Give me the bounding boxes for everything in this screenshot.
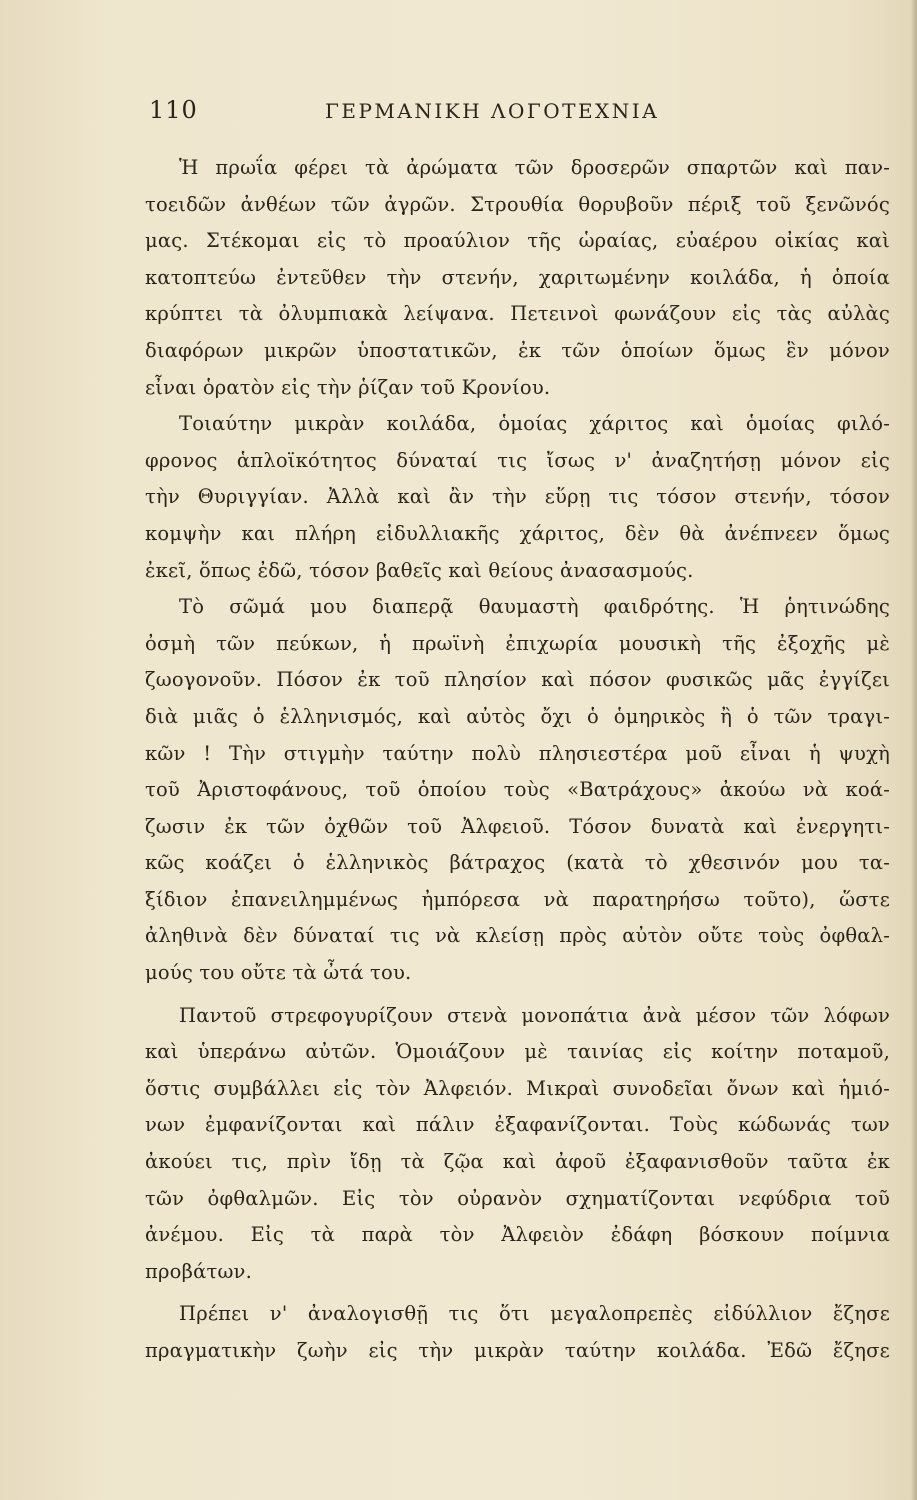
text-line: Τοιαύτην μικρὰν κοιλάδα, ὁμοίας χάριτος καὶ ὁμοίας φιλό- <box>179 412 890 436</box>
page-edge-shadow <box>911 0 917 1500</box>
text-line: κρύπτει τὰ ὀλυμπιακὰ λείψανα. Πετεινοὶ φωνάζουν εἰς τὰς αὐλὰς <box>145 302 890 326</box>
text-line: φρονος ἁπλοϊκότητος δύναταί τις ἴσως ν' ἀναζητήσῃ μόνον εἰς <box>145 448 890 472</box>
text-line: Πρέπει ν' ἀναλογισθῇ τις ὅτι μεγαλοπρεπὲς εἰδύλλιον ἔζησε <box>179 1302 890 1326</box>
text-line: πραγματικὴν ζωὴν εἰς τὴν μικρὰν ταύτην κοιλάδα. Ἐδῶ ἔζησε <box>145 1339 890 1362</box>
text-line: τῶν ὀφθαλμῶν. Εἰς τὸν οὐρανὸν σχηματίζονται νεφύδρια τοῦ <box>145 1186 890 1210</box>
text-line: κομψὴν και πλήρη εἰδυλλιακῆς χάριτος, δὲν θὰ ἀνέπνεεν ὅμως <box>145 521 890 545</box>
running-title: ΓΕΡΜΑΝΙΚΗ ΛΟΓΟΤΕΧΝΙΑ <box>325 99 660 123</box>
text-line: καὶ ὑπεράνω αὐτῶν. Ὁμοιάζουν μὲ ταινίας εἰς κοίτην ποταμοῦ, <box>145 1040 890 1064</box>
page-header <box>145 96 890 132</box>
text-line: κῶν ! Τὴν στιγμὴν ταύτην πολὺ πλησιεστέρα μοῦ εἶναι ἡ ψυχὴ <box>145 741 890 765</box>
text-line: Ἡ πρωΐα φέρει τὰ ἀρώματα τῶν δροσερῶν σπαρτῶν καὶ παν- <box>179 156 890 179</box>
body-text <box>145 150 890 1370</box>
text-line: τοῦ Ἀριστοφάνους, τοῦ ὁποίου τοὺς «Βατράχους» ἀκούω νὰ κοά- <box>145 778 890 802</box>
text-line: Τὸ σῶμά μου διαπερᾷ θαυμαστὴ φαιδρότης. Ἡ ῥητινώδης <box>179 595 890 619</box>
text-line: τὴν Θυριγγίαν. Ἀλλὰ καὶ ἂν τὴν εὕρῃ τις τόσον στενήν, τόσον <box>145 485 890 509</box>
text-line: κῶς κοάζει ὁ ἑλληνικὸς βάτραχος (κατὰ τὸ χθεσινόν μου τα- <box>145 851 890 875</box>
text-line: ἀνέμου. Εἰς τὰ παρὰ τὸν Ἀλφειὸν ἐδάφη βόσκουν ποίμνια <box>145 1223 890 1247</box>
text-line: προβάτων. <box>145 1259 253 1283</box>
text-line: ζωσιν ἐκ τῶν ὀχθῶν τοῦ Ἀλφειοῦ. Τόσον δυνατὰ καὶ ἐνεργητι- <box>145 814 890 838</box>
text-line: ὀσμὴ τῶν πεύκων, ἡ πρωϊνὴ ἐπιχωρία μουσικὴ τῆς ἐξοχῆς μὲ <box>145 631 890 655</box>
text-line: ζωογονοῦν. Πόσον ἐκ τοῦ πλησίον καὶ πόσον φυσικῶς μᾶς ἐγγίζει <box>145 668 890 692</box>
text-line: κατοπτεύω ἐντεῦθεν τὴν στενήν, χαριτωμένην κοιλάδα, ἡ ὁποία <box>145 265 890 289</box>
text-line: ἐκεῖ, ὅπως ἐδῶ, τόσον βαθεῖς καὶ θείους ἀνασασμούς. <box>145 558 694 582</box>
text-line: ἀληθινὰ δὲν δύναταί τις νὰ κλείσῃ πρὸς αὐτὸν οὔτε τοὺς ὀφθαλ- <box>145 924 890 948</box>
text-line: Παντοῦ στρεφογυρίζουν στενὰ μονοπάτια ἀνὰ μέσον τῶν λόφων <box>179 1003 890 1027</box>
text-line: ξίδιον ἐπανειλημμένως ἠμπόρεσα νὰ παρατηρήσω τοῦτο), ὥστε <box>145 887 890 911</box>
text-line: ἀκούει τις, πρὶν ἴδῃ τὰ ζῷα καὶ ἀφοῦ ἐξαφανισθοῦν ταῦτα ἐκ <box>145 1150 890 1174</box>
text-line: διαφόρων μικρῶν ὑποστατικῶν, ἐκ τῶν ὁποίων ὅμως ἓν μόνον <box>145 338 890 362</box>
text-line: ὅστις συμβάλλει εἰς τὸν Ἀλφειόν. Μικραὶ συνοδεῖαι ὄνων καὶ ἡμιό- <box>145 1076 890 1100</box>
text-line: μούς του οὔτε τὰ ὦτά του. <box>145 961 412 985</box>
text-line: διὰ μιᾶς ὁ ἑλληνισμός, καὶ αὐτὸς ὄχι ὁ ὁμηρικὸς ἢ ὁ τῶν τραγι- <box>145 704 890 728</box>
text-line: νων ἐμφανίζονται καὶ πάλιν ἐξαφανίζονται. Τοὺς κώδωνάς των <box>145 1113 890 1137</box>
text-line: τοειδῶν ἀνθέων τῶν ἀγρῶν. Στρουθία θορυβοῦν πέριξ τοῦ ξενῶνός <box>145 192 890 216</box>
page-number: 110 <box>149 96 198 124</box>
text-line: μας. Στέκομαι εἰς τὸ προαύλιον τῆς ὡραίας, εὐαέρου οἰκίας καὶ <box>145 229 890 253</box>
text-line: εἶναι ὁρατὸν εἰς τὴν ῥίζαν τοῦ Κρονίου. <box>145 375 551 399</box>
